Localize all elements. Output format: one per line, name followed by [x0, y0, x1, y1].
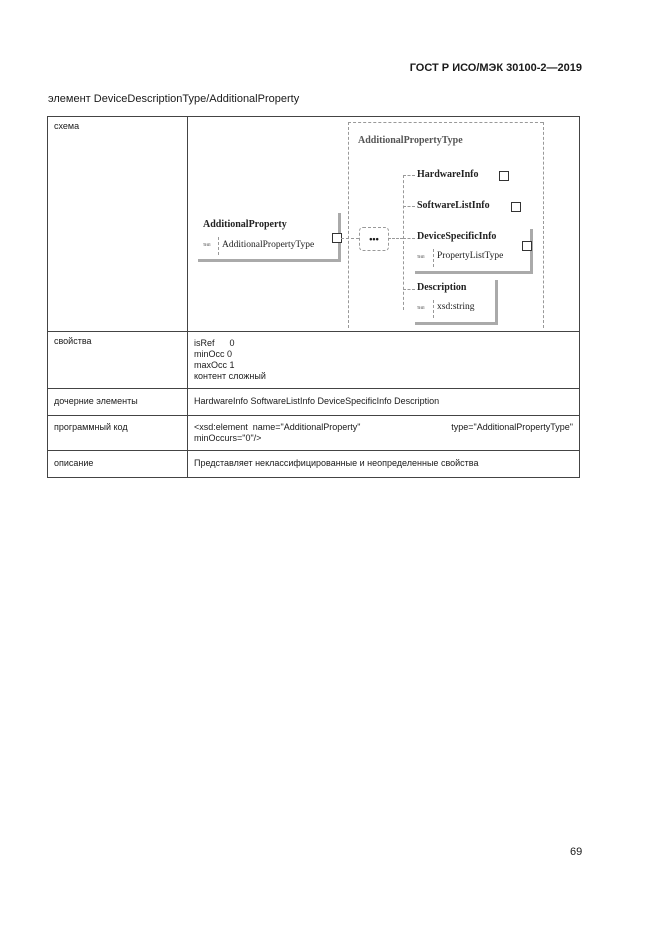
child-description: Description [417, 282, 467, 293]
child-device-specific-info: DeviceSpecificInfo [417, 231, 497, 242]
child-connector [403, 175, 415, 176]
code-label: программный код [48, 416, 188, 451]
expand-icon [511, 202, 521, 212]
schema-cell [188, 117, 580, 332]
prop-isref: isRef 0 [194, 338, 235, 348]
element-title: элемент DeviceDescriptionType/AdditionalProperty [48, 93, 300, 105]
complex-type-frame-left [348, 122, 349, 328]
sequence-icon: ••• [359, 227, 389, 251]
element-type-name: AdditionalPropertyType [222, 240, 315, 250]
page-number: 69 [570, 846, 583, 858]
description-label: описание [48, 451, 188, 478]
complex-type-frame-right [543, 122, 544, 328]
standard-header: ГОСТ Р ИСО/МЭК 30100-2—2019 [409, 62, 582, 74]
child-type-name: PropertyListType [437, 251, 504, 261]
description-row [48, 451, 580, 478]
connector-line [341, 238, 359, 239]
code-part1: <xsd:element name="AdditionalProperty" [194, 422, 361, 432]
type-prefix: тип [203, 243, 211, 248]
child-hardware-info: HardwareInfo [417, 169, 479, 180]
child-software-list-info: SoftwareListInfo [417, 200, 490, 211]
type-separator [433, 300, 434, 318]
prop-minocc: minOcc 0 [194, 349, 233, 359]
type-separator [433, 249, 434, 267]
code-cell [188, 416, 580, 451]
children-row [48, 389, 580, 416]
prop-maxocc: maxOcc 1 [194, 360, 235, 370]
properties-row [48, 332, 580, 389]
schema-row [48, 117, 580, 332]
type-prefix: тип [417, 306, 425, 311]
schema-diagram [188, 117, 579, 331]
children-label: дочерние элементы [48, 389, 188, 416]
complex-type-title: AdditionalPropertyType [358, 135, 463, 146]
child-connector [403, 238, 415, 239]
code-part2: type="AdditionalPropertyType" [451, 422, 573, 432]
child-type-name: xsd:string [437, 302, 475, 312]
type-prefix: тип [417, 255, 425, 260]
sequence-connector [388, 238, 403, 239]
complex-type-frame-top [348, 122, 543, 123]
type-separator [218, 237, 219, 255]
child-connector [403, 206, 415, 207]
properties-label: свойства [48, 332, 188, 389]
expand-icon [499, 171, 509, 181]
schema-label: схема [48, 117, 188, 332]
element-table [47, 116, 580, 478]
children-cell: HardwareInfo SoftwareListInfo DeviceSpecificInfo Description [188, 389, 580, 416]
description-cell: Представляет неклассифицированные и неопределенные свойства [188, 451, 580, 478]
code-row [48, 416, 580, 451]
code-line2: minOccurs="0"/> [194, 433, 262, 443]
expand-icon [522, 241, 532, 251]
child-connector [403, 289, 415, 290]
properties-cell [188, 332, 580, 389]
prop-content: контент сложный [194, 371, 266, 381]
element-name: AdditionalProperty [203, 219, 287, 230]
